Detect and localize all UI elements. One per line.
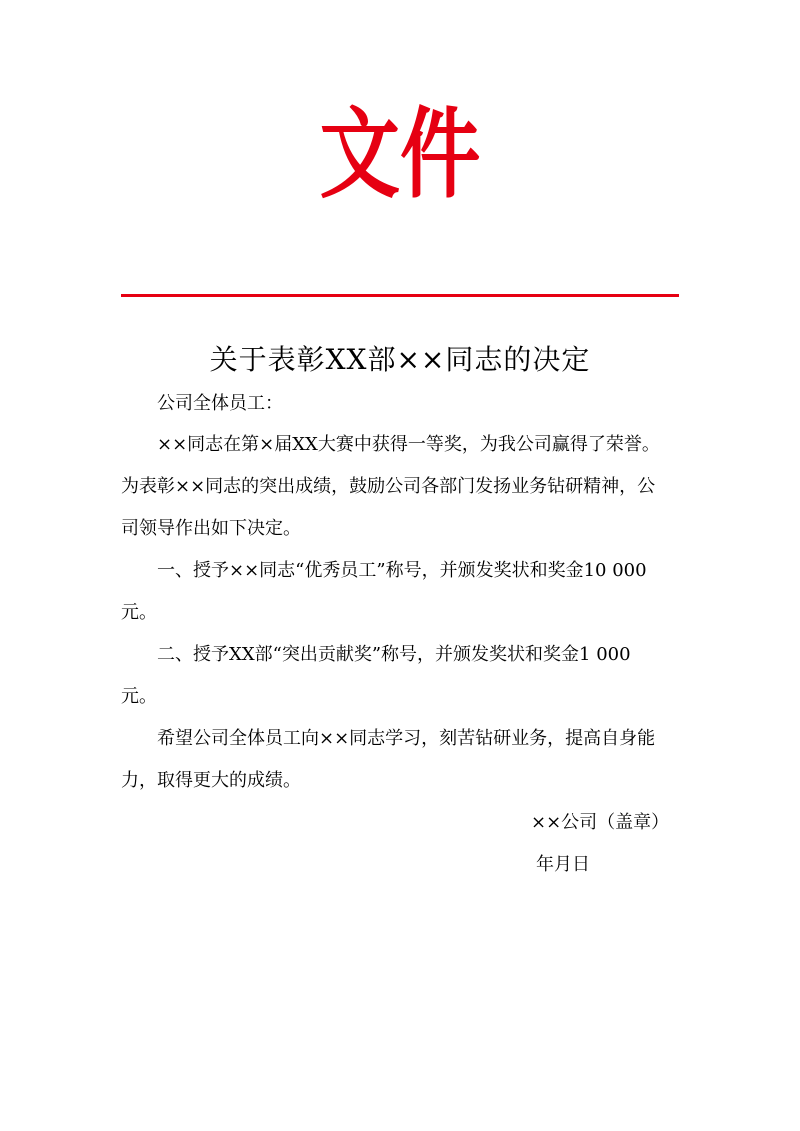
document-header-title: 文件 xyxy=(319,98,481,212)
decision-item-1: 一、授予××同志“优秀员工”称号，并颁发奖状和奖金10 000 xyxy=(157,560,647,581)
page-title: 关于表彰XX部××同志的决定 xyxy=(209,343,591,376)
date-line: 年月日 xyxy=(536,854,590,875)
signature: ××公司（盖章） xyxy=(531,812,670,833)
salutation: 公司全体员工： xyxy=(157,393,283,414)
decision-item-1-continued: 元。 xyxy=(121,602,157,623)
red-divider-line xyxy=(121,294,679,297)
body-line: 司领导作出如下决定。 xyxy=(121,518,301,539)
decision-item-2-continued: 元。 xyxy=(121,686,157,707)
body-line: ××同志在第×届XX大赛中获得一等奖，为我公司赢得了荣誉。 xyxy=(157,434,660,455)
closing-line: 希望公司全体员工向××同志学习，刻苦钻研业务，提高自身能 xyxy=(157,728,656,749)
closing-line-continued: 力，取得更大的成绩。 xyxy=(121,770,301,791)
decision-item-2: 二、授予XX部“突出贡献奖”称号，并颁发奖状和奖金1 000 xyxy=(157,644,631,665)
body-line: 为表彰××同志的突出成绩，鼓励公司各部门发扬业务钻研精神，公 xyxy=(121,476,656,497)
